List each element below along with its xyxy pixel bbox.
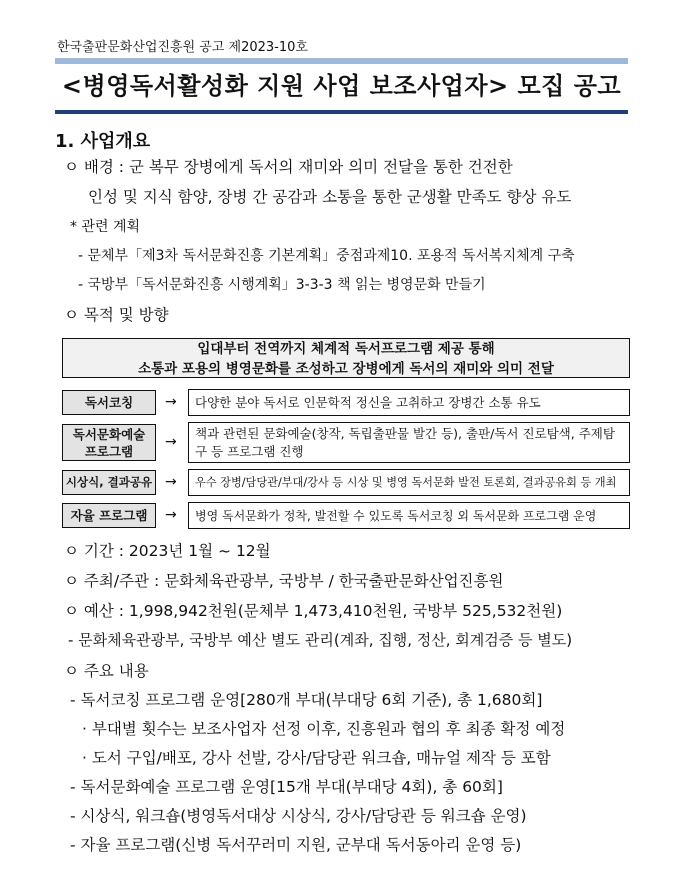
arrow: → [165,474,177,490]
main-item-3: - 시상식, 워크숍(병영독서대상 시상식, 강사/담당관 등 워크숍 운영) [70,807,527,825]
program-desc-reading-coaching: 다양한 분야 독서로 인문학적 정신을 고취하고 장병간 소통 유도 [188,389,630,416]
main-item-1a: · 부대별 횟수는 보조사업자 선정 이후, 진흥원과 협의 후 최종 확정 예정 [82,720,566,738]
budget-note: - 문화체육관광부, 국방부 예산 별도 관리(계좌, 집행, 정산, 회계검증 등 별도) [68,631,573,649]
page-title: <병영독서활성화 지원 사업 보조사업자> 모집 공고 [61,72,622,100]
program-label-autonomous: 자율 프로그램 [62,503,156,528]
host: ㅇ 주최/주관 : 문화체육관광부, 국방부 / 한국출판문화산업진흥원 [64,572,504,590]
main-item-4: - 자율 프로그램(신병 독서꾸러미 지원, 군부대 독서동아리 운영 등) [70,836,522,854]
program-label-awards: 시상식, 결과공유 [62,470,156,495]
program-desc-awards: 우수 장병/담당관/부대/강사 등 시상 및 병영 독서문화 발전 토론회, 결과공유회 등 개최 [188,469,630,496]
program-desc-culture-arts: 책과 관련된 문화예술(창작, 독립출판물 발간 등), 출판/독서 진로탐색, 주제탐구 등 프로그램 진행 [188,422,630,463]
program-desc-autonomous: 병영 독서문화가 정착, 발전할 수 있도록 독서코칭 외 독서문화 프로그램 운영 [188,502,630,529]
program-label-culture-arts: 독서문화예술 프로그램 [62,424,156,461]
arrow: → [165,394,177,410]
purpose-label: ㅇ 목적 및 방향 [64,306,169,324]
main-item-1b: · 도서 구입/배포, 강사 선발, 강사/담당관 워크숍, 매뉴얼 제작 등 포함 [82,749,551,767]
period: ㅇ 기간 : 2023년 1월 ~ 12월 [64,542,271,560]
related-plan-2: - 국방부「독서문화진흥 시행계획」3-3-3 책 읽는 병영문화 만들기 [78,277,486,293]
main-item-1: - 독서코칭 프로그램 운영[280개 부대(부대당 6회 기준), 총 1,680회] [70,691,543,709]
budget: ㅇ 예산 : 1,998,942천원(문체부 1,473,410천원, 국방부 525,532천원) [64,602,563,620]
arrow: → [165,507,177,523]
related-plans-label: * 관련 계획 [70,219,140,235]
arrow: → [165,434,177,450]
title-top-bar [55,58,628,64]
related-plan-1: - 문체부「제3차 독서문화진흥 기본계획」중점과제10. 포용적 독서복지체계 구축 [78,248,575,264]
section-heading: 1. 사업개요 [55,131,151,152]
background-line-2: 인성 및 지식 함양, 장병 간 공감과 소통을 통한 군생활 만족도 향상 유도 [88,188,572,206]
purpose-line-1: 입대부터 전역까지 체계적 독서프로그램 제공 통해 [197,341,495,357]
notice-number: 한국출판문화산업진흥원 공고 제2023-10호 [57,40,308,55]
background-line-1: ㅇ 배경 : 군 복무 장병에게 독서의 재미와 의미 전달을 통한 건전한 [64,158,513,176]
main-content-label: ㅇ 주요 내용 [64,662,149,680]
main-item-2: - 독서문화예술 프로그램 운영[15개 부대(부대당 4회), 총 60회] [70,778,503,796]
title-bottom-bar [55,110,628,114]
program-label-reading-coaching: 독서코칭 [62,390,156,415]
purpose-box [62,338,630,378]
purpose-line-2: 소통과 포용의 병영문화를 조성하고 장병에게 독서의 재미와 의미 전달 [138,361,554,377]
